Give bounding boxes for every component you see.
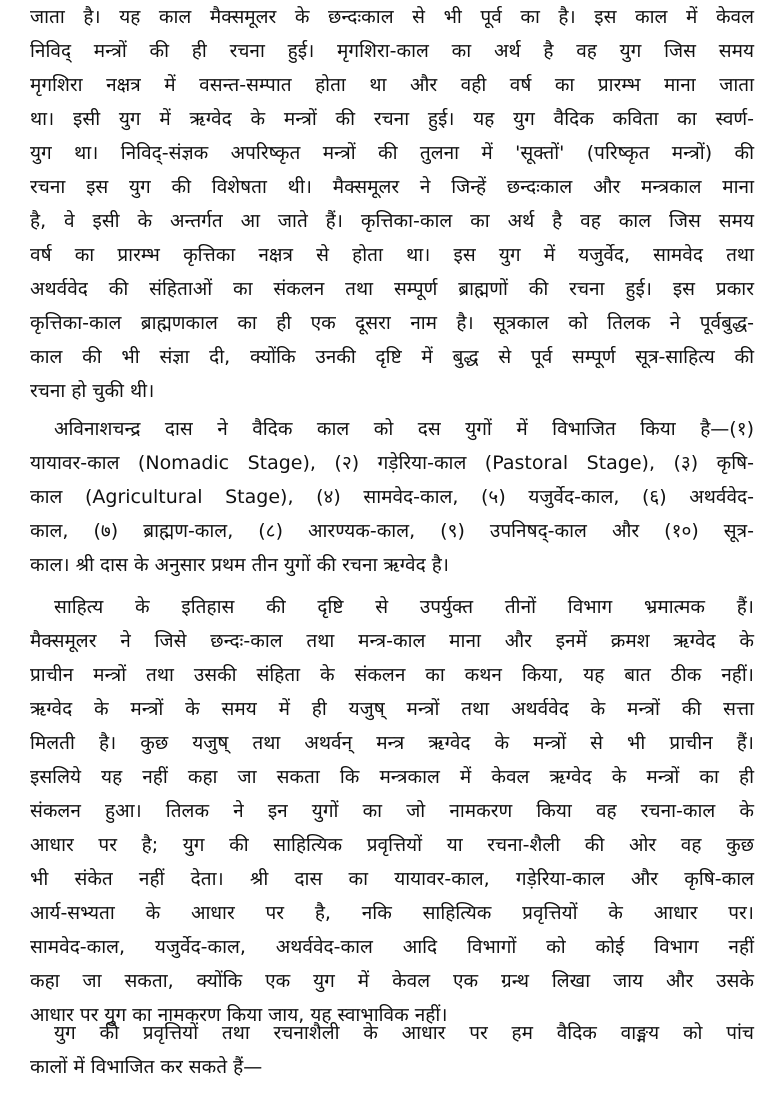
text-line: इसलिये यह नहीं कहा जा सकता कि मन्त्रकाल में केवल ऋग्वेद के मन्त्रों का ही: [30, 766, 754, 788]
text-line: कालों में विभाजित कर सकते हैं—: [30, 1056, 263, 1078]
text-line: काल की भी संज्ञा दी, क्योंकि उनकी दृष्टि में बुद्ध से पूर्व सम्पूर्ण सूत्र-साहित्य की: [30, 346, 754, 368]
text-line: संकलन हुआ। तिलक ने इन युगों का जो नामकरण किया वह रचना-काल के: [30, 800, 754, 822]
text-line: आधार पर युग का नामकरण किया जाय, यह स्वाभाविक नहीं।: [30, 1004, 448, 1026]
text-line: मैक्समूलर ने जिसे छन्दः-काल तथा मन्त्र-काल माना और इनमें क्रमश ऋग्वेद के: [30, 630, 754, 652]
text-line: निविद् मन्त्रों की ही रचना हुई। मृगशिरा-काल का अर्थ है वह युग जिस समय: [30, 40, 754, 62]
text-line: ऋग्वेद के मन्त्रों के समय में ही यजुष् मन्त्रों तथा अथर्ववेद के मन्त्रों की सत्ता: [30, 698, 754, 720]
text-line: कहा जा सकता, क्योंकि एक युग में केवल एक ग्रन्थ लिखा जाय और उसके: [30, 970, 754, 992]
text-line: जाता है। यह काल मैक्समूलर के छन्दःकाल से भी पूर्व का है। इस काल में केवल: [30, 6, 754, 28]
paragraph-vedic-periods-tilak: [30, 0, 754, 408]
text-line: अविनाशचन्द्र दास ने वैदिक काल को दस युगों में विभाजित किया है—(१): [54, 418, 754, 440]
paragraph-critique-of-divisions: [30, 590, 754, 1032]
text-line: भी संकेत नहीं देता। श्री दास का यायावर-काल, गड़ेरिया-काल और कृषि-काल: [30, 868, 754, 890]
text-line: अथर्ववेद की संहिताओं का संकलन तथा सम्पूर्ण ब्राह्मणों की रचना हुई। इस प्रकार: [30, 278, 754, 300]
text-line: है, वे इसी के अन्तर्गत आ जाते हैं। कृत्तिका-काल का अर्थ है वह काल जिस समय: [30, 210, 754, 232]
text-line: काल (Agricultural Stage), (४) सामवेद-काल, (५) यजुर्वेद-काल, (६) अथर्ववेद-: [30, 486, 754, 508]
text-line: प्राचीन मन्त्रों तथा उसकी संहिता के संकलन का कथन किया, यह बात ठीक नहीं।: [30, 664, 754, 686]
text-line: रचना इस युग की विशेषता थी। मैक्समूलर ने जिन्हें छन्दःकाल और मन्त्रकाल माना: [30, 176, 754, 198]
text-line: मृगशिरा नक्षत्र में वसन्त-सम्पात होता था और वही वर्ष का प्रारम्भ माना जाता: [30, 74, 754, 96]
text-line: कृत्तिका-काल ब्राह्मणकाल का ही एक दूसरा नाम है। सूत्रकाल को तिलक ने पूर्वबुद्ध-: [30, 312, 754, 334]
text-line: मिलती है। कुछ यजुष् तथा अथर्वन् मन्त्र ऋग्वेद के मन्त्रों से भी प्राचीन हैं।: [30, 732, 754, 754]
text-line: यायावर-काल (Nomadic Stage), (२) गड़ेरिया-काल (Pastoral Stage), (३) कृषि-: [30, 452, 754, 474]
text-line: वर्ष का प्रारम्भ कृत्तिका नक्षत्र से होता था। इस युग में यजुर्वेद, सामवेद तथा: [30, 244, 754, 266]
text-line: आधार पर है; युग की साहित्यिक प्रवृत्तियों या रचना-शैली की ओर वह कुछ: [30, 834, 754, 856]
text-line: रचना हो चुकी थी।: [30, 380, 155, 402]
text-line: युग था। निविद्-संज्ञक अपरिष्कृत मन्त्रों की तुलना में 'सूक्तों' (परिष्कृत मन्त्रों) की: [30, 142, 754, 164]
text-line: युग की प्रवृत्तियों तथा रचनाशैली के आधार पर हम वैदिक वाङ्मय को पांच: [54, 1022, 754, 1044]
paragraph-das-ten-periods: [30, 412, 754, 582]
text-line: काल, (७) ब्राह्मण-काल, (८) आरण्यक-काल, (९) उपनिषद्-काल और (१०) सूत्र-: [30, 520, 754, 542]
text-line: साहित्य के इतिहास की दृष्टि से उपर्युक्त तीनों विभाग भ्रमात्मक हैं।: [54, 596, 754, 618]
text-line: आर्य-सभ्यता के आधार पर है, नकि साहित्यिक प्रवृत्तियों के आधार पर।: [30, 902, 754, 924]
text-line: था। इसी युग में ऋग्वेद के मन्त्रों की रचना हुई। यह युग वैदिक कविता का स्वर्ण-: [30, 108, 754, 130]
paragraph-five-periods-intro: [30, 1016, 754, 1084]
text-line: काल। श्री दास के अनुसार प्रथम तीन युगों की रचना ऋग्वेद है।: [30, 554, 450, 576]
text-line: सामवेद-काल, यजुर्वेद-काल, अथर्ववेद-काल आदि विभागों को कोई विभाग नहीं: [30, 936, 754, 958]
